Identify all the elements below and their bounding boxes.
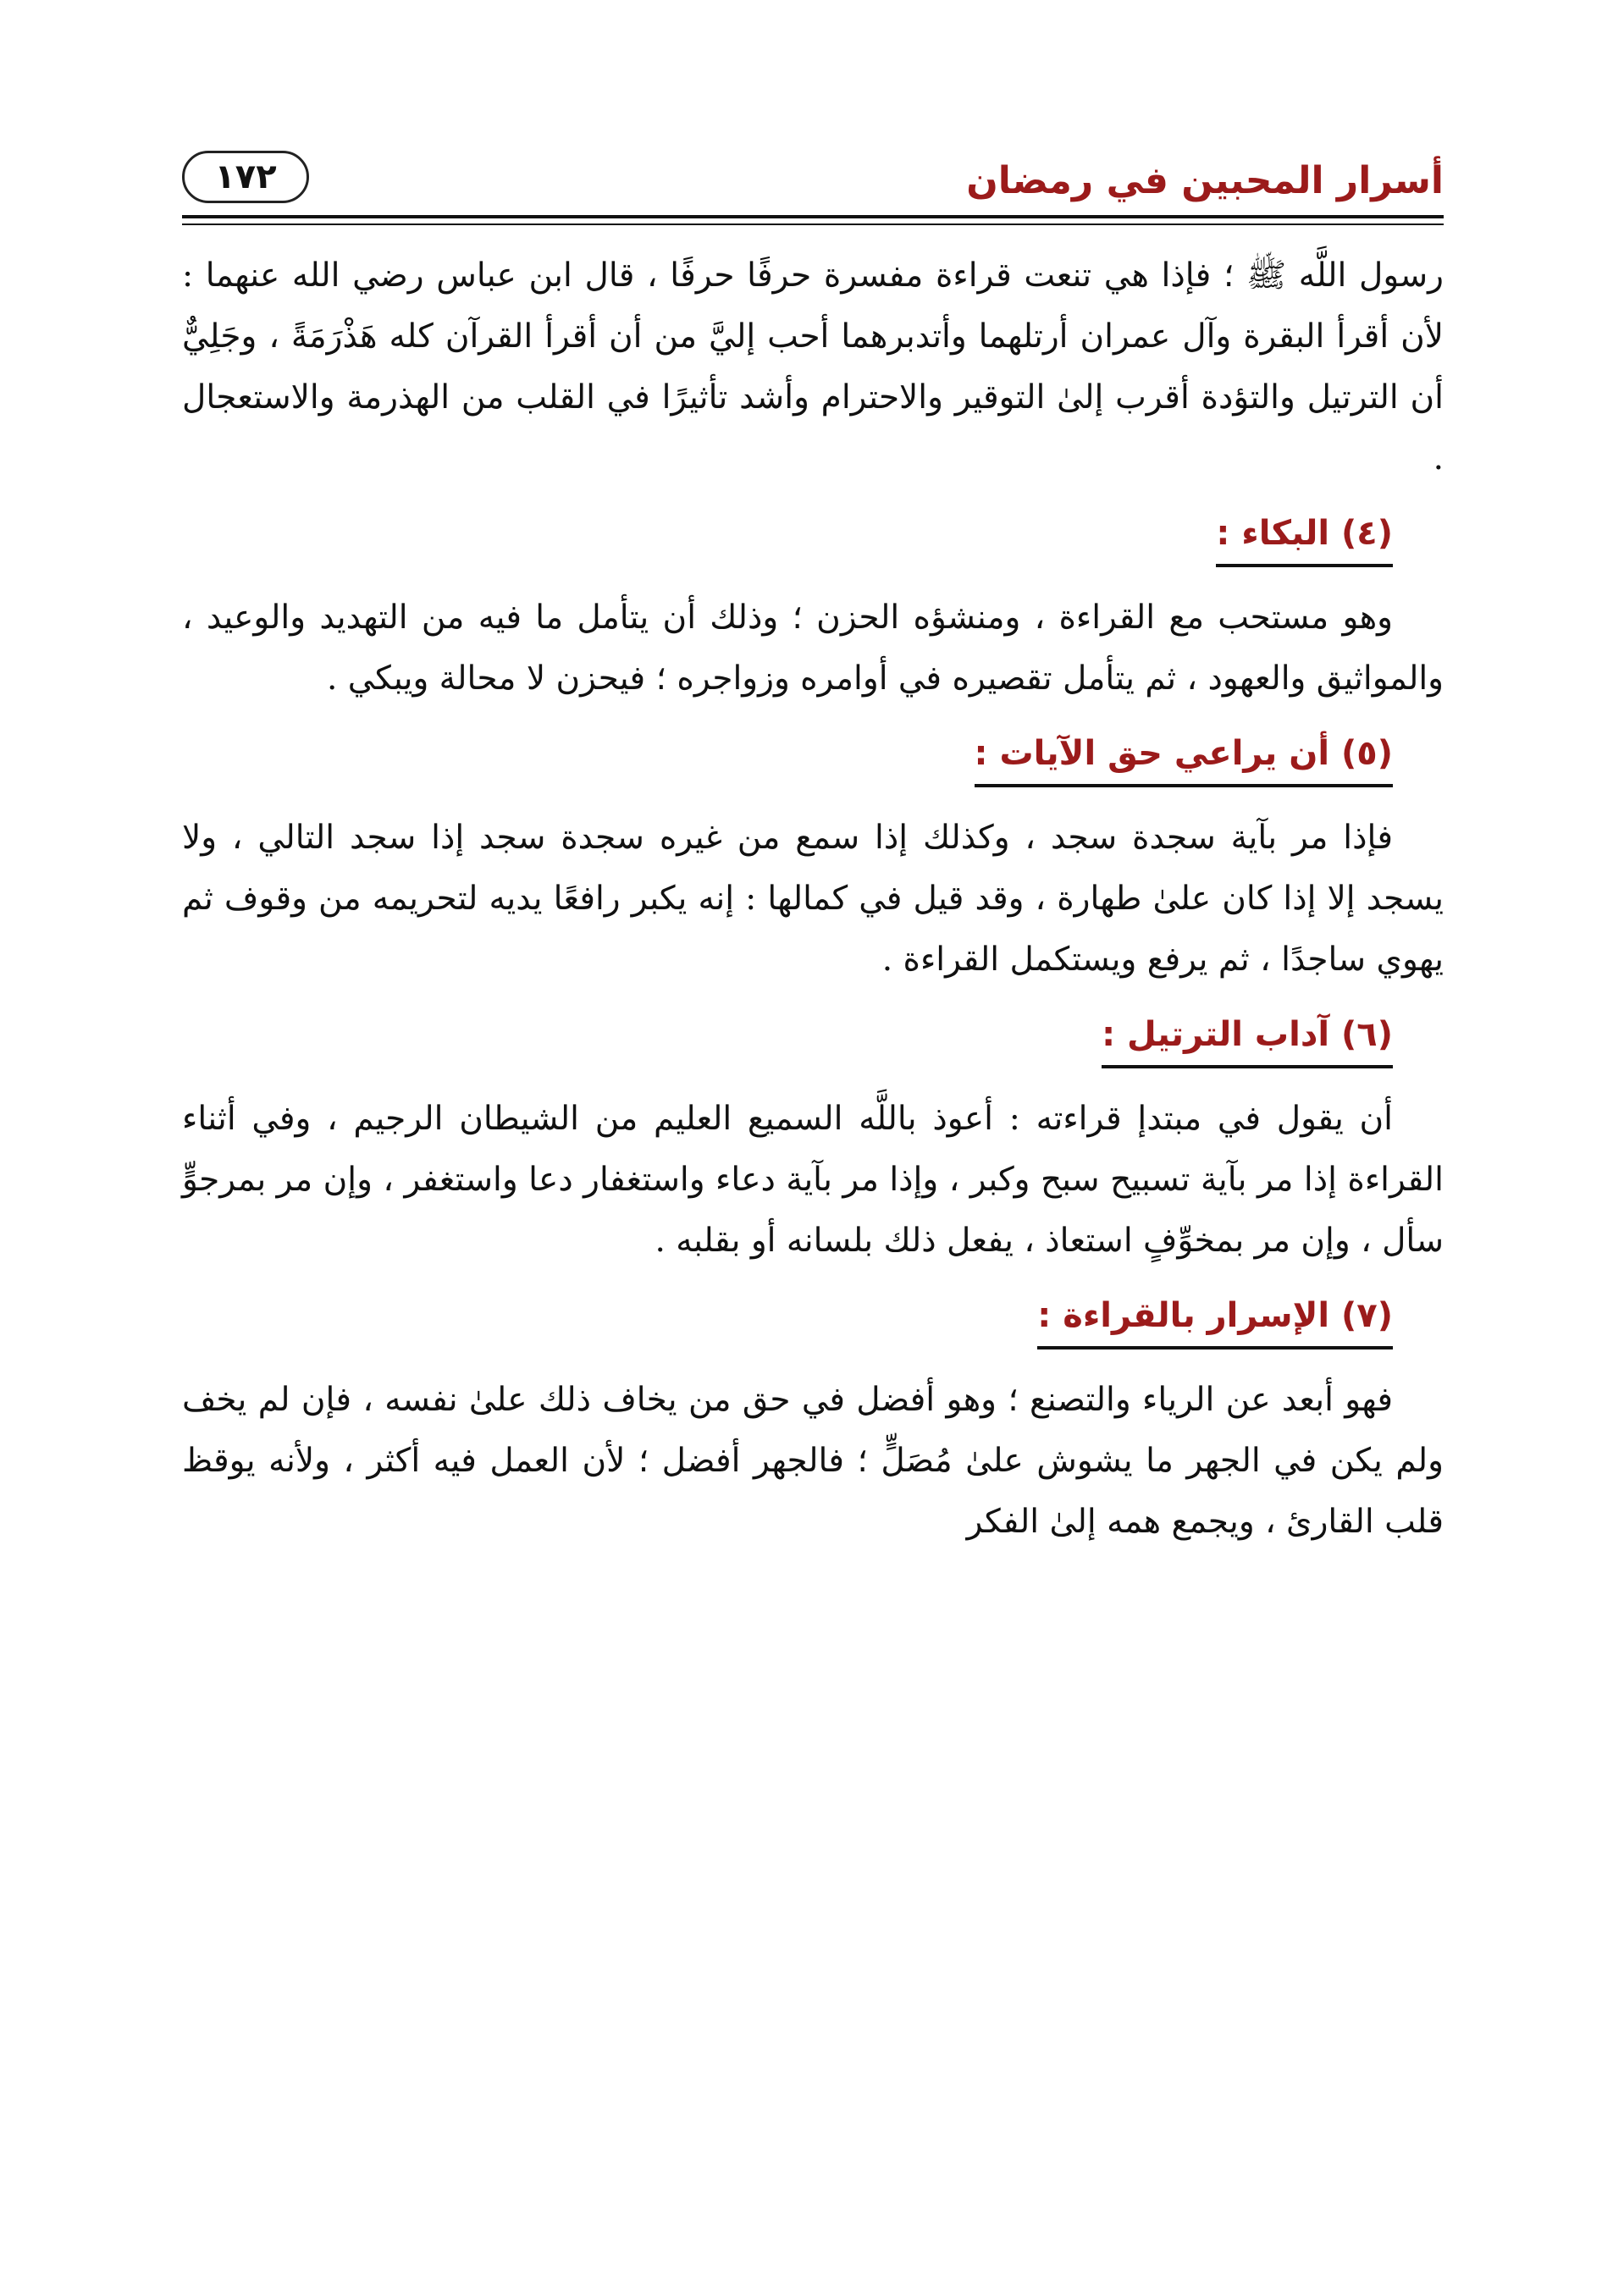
section-heading-weeping bbox=[182, 508, 1444, 567]
heading-text: (٥) أن يراعي حق الآيات : bbox=[975, 728, 1393, 787]
heading-text: (٦) آداب الترتيل : bbox=[1102, 1009, 1393, 1068]
section-heading-silent-reading bbox=[182, 1290, 1444, 1349]
paragraph-verses: فإذا مر بآية سجدة سجد ، وكذلك إذا سمع من غيره سجدة سجد إذا سجد التالي ، ولا يسجد إلا إذا كان علىٰ طهارة ، وقد قيل في كمالها : إنه يكبر رافعًا يديه لتحريمه من وقوف ثم يهوي ساجدًا ، ثم يرفع ويستكمل القراءة . bbox=[182, 819, 1444, 979]
header-rule-thick bbox=[182, 215, 1444, 218]
paragraph-silent-reading: فهو أبعد عن الرياء والتصنع ؛ وهو أفضل في حق من يخاف ذلك علىٰ نفسه ، فإن لم يخف ولم يكن في الجهر ما يشوش علىٰ مُصَلٍّ ؛ فالجهر أفضل ؛ لأن العمل فيه أكثر ، ولأنه يوقظ قلب القارئ ، ويجمع همه إلىٰ الفكر bbox=[182, 1381, 1444, 1541]
paragraph-tarteel: أن يقول في مبتدإ قراءته : أعوذ باللَّه السميع العليم من الشيطان الرجيم ، وفي أثناء القراءة إذا مر بآية تسبيح سبح وكبر ، وإذا مر بآية دعاء واستغفار دعا واستغفر ، وإن مر بمرجوٍّ سأل ، وإن مر بمخوِّفٍ استعاذ ، يفعل ذلك بلسانه أو بقلبه . bbox=[182, 1100, 1444, 1260]
header-rule-thin bbox=[182, 224, 1444, 225]
page-number-badge bbox=[182, 151, 309, 203]
page-body bbox=[182, 246, 1444, 1553]
heading-text: (٤) البكاء : bbox=[1216, 508, 1393, 567]
section-heading-tarteel bbox=[182, 1009, 1444, 1068]
paragraph-continued: رسول اللَّه ﷺ ؛ فإذا هي تنعت قراءة مفسرة حرفًا حرفًا ، قال ابن عباس رضي الله عنهما : لأن أقرأ البقرة وآل عمران أرتلهما وأتدبرهما أحب إليَّ من أن أقرأ القرآن كله هَذْرَمَةً ، وجَلِيٌّ أن الترتيل والتؤدة أقرب إلىٰ التوقير والاحترام وأشد تأثيرًا في القلب من الهذرمة والاستعجال . bbox=[182, 257, 1444, 477]
section-heading-verses bbox=[182, 728, 1444, 787]
page-header bbox=[182, 144, 1444, 229]
paragraph-weeping: وهو مستحب مع القراءة ، ومنشؤه الحزن ؛ وذلك أن يتأمل ما فيه من التهديد والوعيد ، والمواثيق والعهود ، ثم يتأمل تقصيره في أوامره وزواجره ؛ فيحزن لا محالة ويبكي . bbox=[182, 599, 1444, 698]
page-number: ١٧٢ bbox=[214, 157, 277, 196]
running-title: أسرار المحبين في رمضان bbox=[966, 159, 1444, 202]
heading-text: (٧) الإسرار بالقراءة : bbox=[1037, 1290, 1393, 1349]
